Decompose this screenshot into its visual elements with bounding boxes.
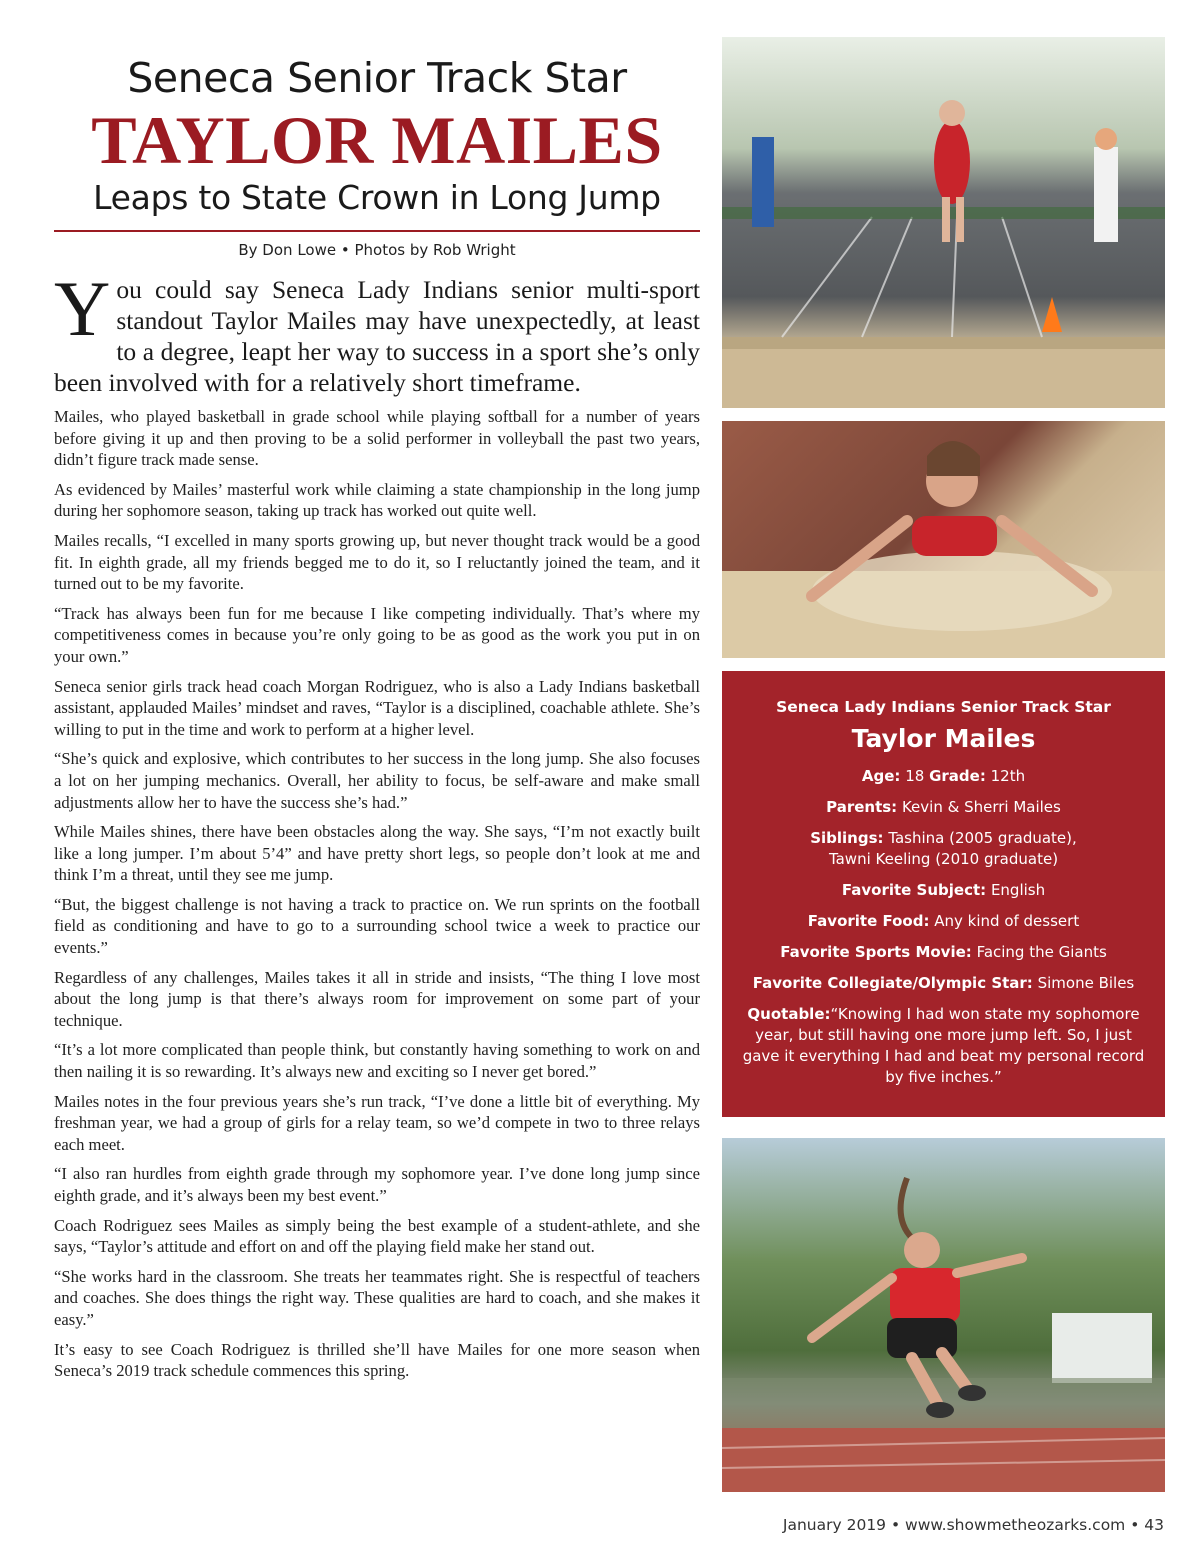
photo-long-jump-flight [722, 1138, 1165, 1492]
byline: By Don Lowe • Photos by Rob Wright [238, 241, 516, 259]
body-paragraph: Mailes recalls, “I excelled in many sports growing up, but never thought track would be a good fit. In eighth grade, all my friends begged me to do it, so I reluctantly joined the team, and it turned out to be my favorite. [54, 530, 700, 594]
body-paragraph: Mailes, who played basketball in grade school while playing softball for a number of years before giving it up and then proving to be a solid performer in volleyball the past two years, didn’t figure track made sense. [54, 407, 700, 470]
body-paragraph: Mailes notes in the four previous years she’s run track, “I’ve done a little bit of everything. My freshman year, we had a group of girls for a relay team, so we’d compete in two to three relays each meet. [54, 1091, 700, 1154]
body-paragraph: “It’s a lot more complicated than people think, but constantly having something to work on and then nailing it is so rewarding. It’s always new and exciting so I never get bored.” [54, 1040, 700, 1082]
profile-food [722, 911, 1165, 932]
body-paragraph: “I also ran hurdles from eighth grade through my sophomore year. I’ve done long jump since eighth grade, and it’s always been my best event.” [54, 1164, 700, 1205]
body-paragraph: Seneca senior girls track head coach Morgan Rodriguez, who is also a Lady Indians basketball assistant, applauded Mailes’ mindset and raves, “Taylor is a disciplined, coachable athlete. She’s willing to put in the time and work to perform at a higher level. [54, 676, 700, 739]
lead-paragraph [54, 265, 700, 398]
body-paragraph: “Track has always been fun for me because I like competing individually. That’s where my competitiveness comes in because you’re only going to be as good as the work you put in on your own.” [54, 603, 700, 666]
page-footer: January 2019 • www.showmetheozarks.com • 43 [782, 1516, 1164, 1534]
age-value: 18 [905, 767, 925, 785]
grade-label: Grade: [929, 767, 986, 785]
photo-long-jump-midair [722, 37, 1165, 408]
subject-label: Favorite Subject: [841, 881, 987, 899]
headline-kicker: Seneca Senior Track Star [127, 54, 627, 102]
siblings-value-1: Tashina (2005 graduate), [888, 829, 1077, 847]
quote-value: “Knowing I had won state my sophomore year, but still having one more jump left. So, I just gave it everything I had and beat my personal record by five inches.” [742, 1005, 1145, 1086]
headline-subtitle: Leaps to State Crown in Long Jump [93, 178, 661, 217]
profile-movie [722, 942, 1165, 963]
age-label: Age: [861, 767, 901, 785]
headline-rule [54, 230, 700, 232]
profile-title: Seneca Lady Indians Senior Track Star [776, 698, 1111, 716]
food-value: Any kind of dessert [934, 912, 1080, 930]
body-paragraph: Regardless of any challenges, Mailes takes it all in stride and insists, “The thing I love most about the long jump is that there’s always room for improvement on some part of your technique. [54, 967, 700, 1030]
body-paragraph: Coach Rodriguez sees Mailes as simply being the best example of a student-athlete, and she says, “Taylor’s attitude and effort on and off the playing field make her stand out. [54, 1215, 700, 1257]
body-paragraph: While Mailes shines, there have been obstacles along the way. She says, “I’m not exactly built like a long jumper. I’m about 5’4” and have pretty short legs, so people don’t look at me and think I’m a threat, until they see me jump. [54, 822, 700, 885]
profile-star [722, 973, 1165, 994]
photo-illustration [722, 421, 1165, 658]
body-paragraph: “She works hard in the classroom. She treats her teammates right. She is respectful of teachers and coaches. She does things the right way. These qualities are hard to coach, and she makes it easy.” [54, 1266, 700, 1329]
parents-value: Kevin & Sherri Mailes [901, 798, 1061, 816]
food-label: Favorite Food: [807, 912, 930, 930]
siblings-value-2: Tawni Keeling (2010 graduate) [828, 850, 1059, 868]
athlete-profile-box [722, 671, 1165, 1117]
lead-text: ou could say Seneca Lady Indians senior multi-sport standout Taylor Mailes may have unexpectedly, at least to a degree, leapt her way to success in a sport she’s only been involved with for a relatively short timeframe. [54, 275, 700, 397]
profile-subject [722, 880, 1165, 901]
siblings-label: Siblings: [810, 829, 884, 847]
profile-siblings [722, 828, 1165, 870]
profile-parents [722, 797, 1165, 818]
parents-label: Parents: [826, 798, 898, 816]
body-paragraph: It’s easy to see Coach Rodriguez is thrilled she’ll have Mailes for one more season when Seneca’s 2019 track schedule commences this spring. [54, 1339, 700, 1381]
drop-cap: Y [54, 265, 111, 352]
star-value: Simone Biles [1037, 974, 1135, 992]
body-paragraph: “She’s quick and explosive, which contributes to her success in the long jump. She also focuses a lot on her jumping mechanics. Overall, her ability to focus, be self-aware and make small adjustments allow her to have the success she’s had.” [54, 749, 700, 812]
photo-illustration [722, 37, 1165, 408]
photo-illustration [722, 1138, 1165, 1492]
star-label: Favorite Collegiate/Olympic Star: [752, 974, 1033, 992]
article-column [54, 52, 700, 1382]
photo-long-jump-landing [722, 421, 1165, 658]
profile-name: Taylor Mailes [851, 724, 1036, 753]
movie-value: Facing the Giants [976, 943, 1107, 961]
movie-label: Favorite Sports Movie: [780, 943, 972, 961]
body-paragraph: “But, the biggest challenge is not having a track to practice on. We run sprints on the football field as conditioning and have to go to a surrounding school twice a week to practice our events.” [54, 894, 700, 958]
quote-label: Quotable: [747, 1005, 831, 1023]
body-paragraph: As evidenced by Mailes’ masterful work while claiming a state championship in the long jump during her sophomore season, taking up track has worked out quite well. [54, 479, 700, 521]
grade-value: 12th [990, 767, 1026, 785]
profile-age-grade [722, 766, 1165, 787]
profile-quote [722, 1004, 1165, 1088]
subject-value: English [990, 881, 1046, 899]
headline-name: TAYLOR MAILES [91, 102, 663, 178]
